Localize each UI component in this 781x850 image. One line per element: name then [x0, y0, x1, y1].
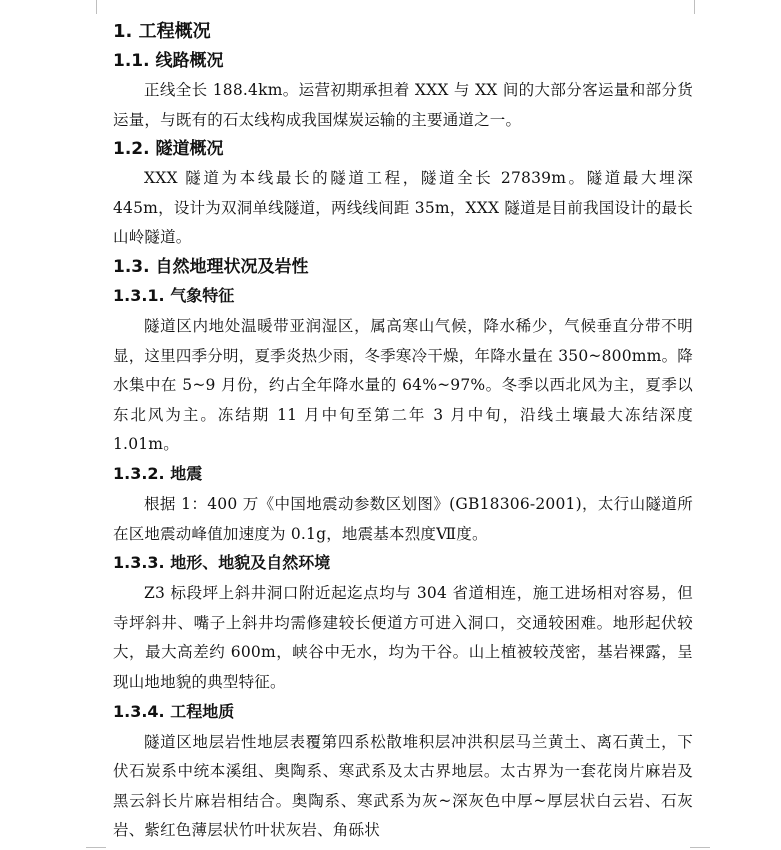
- heading-1-3-3: 1.3.3. 地形、地貌及自然环境: [113, 553, 331, 573]
- paragraph-earthquake: 根据 1：400 万《中国地震动参数区划图》(GB18306-2001)，太行山隧道所在区地震动峰值加速度为 0.1g，地震基本烈度Ⅶ度。: [113, 494, 693, 543]
- paragraph-climate: 隧道区内地处温暖带亚润湿区，属高寒山气候，降水稀少，气候垂直分带不明显，这里四季分明，夏季炎热少雨，冬季寒冷干燥，年降水量在 350~800mm。降水集中在 5~9 月份，约占全年降水量的 64%~97%。冬季以西北风为主，夏季以东北风为主。冻结期 11 月中旬至第二年 3 月中旬，沿线土壤最大冻结深度 1.01m。: [113, 316, 693, 454]
- paragraph-route-overview: 正线全长 188.4km。运营初期承担着 XXX 与 XX 间的大部分客运量和部分货运量，与既有的石太线构成我国煤炭运输的主要通道之一。: [113, 81, 693, 129]
- heading-1-3-2: 1.3.2. 地震: [113, 463, 203, 483]
- crop-mark-bottom-left: [86, 847, 106, 848]
- crop-mark-left: [96, 0, 97, 14]
- crop-mark-right: [694, 0, 695, 14]
- heading-1-3-4: 1.3.4. 工程地质: [113, 701, 235, 721]
- heading-1: 1. 工程概况: [113, 21, 211, 42]
- heading-1-2: 1.2. 隧道概况: [113, 139, 224, 160]
- heading-1-3-1: 1.3.1. 气象特征: [113, 285, 235, 305]
- document-body: [113, 18, 693, 846]
- paragraph-tunnel-overview: XXX 隧道为本线最长的隧道工程，隧道全长 27839m。隧道最大埋深 445m，设计为双洞单线隧道，两线线间距 35m，XXX 隧道是目前我国设计的最长山岭隧道。: [113, 169, 693, 247]
- paragraph-terrain: Z3 标段坪上斜井洞口附近起迄点均与 304 省道相连，施工进场相对容易，但寺坪斜井、嘴子上斜井均需修建较长便道方可进入洞口，交通较困难。地形起伏较大，最大高差约 600m，峡谷中无水，均为干谷。山上植被较茂密，基岩裸露，呈现山地地貌的典型特征。: [113, 584, 693, 691]
- paragraph-geology: 隧道区地层岩性地层表覆第四系松散堆积层冲洪积层马兰黄土、离石黄土，下伏石炭系中统本溪组、奥陶系、寒武系及太古界地层。太古界为一套花岗片麻岩及黑云斜长片麻岩相结合。奥陶系、寒武系为灰~深灰色中厚~厚层状白云岩、石灰岩、紫红色薄层状竹叶状灰岩、角砾状: [113, 732, 693, 840]
- heading-1-1: 1.1. 线路概况: [113, 51, 224, 71]
- heading-1-3: 1.3. 自然地理状况及岩性: [113, 256, 309, 277]
- crop-mark-bottom-right: [690, 847, 710, 848]
